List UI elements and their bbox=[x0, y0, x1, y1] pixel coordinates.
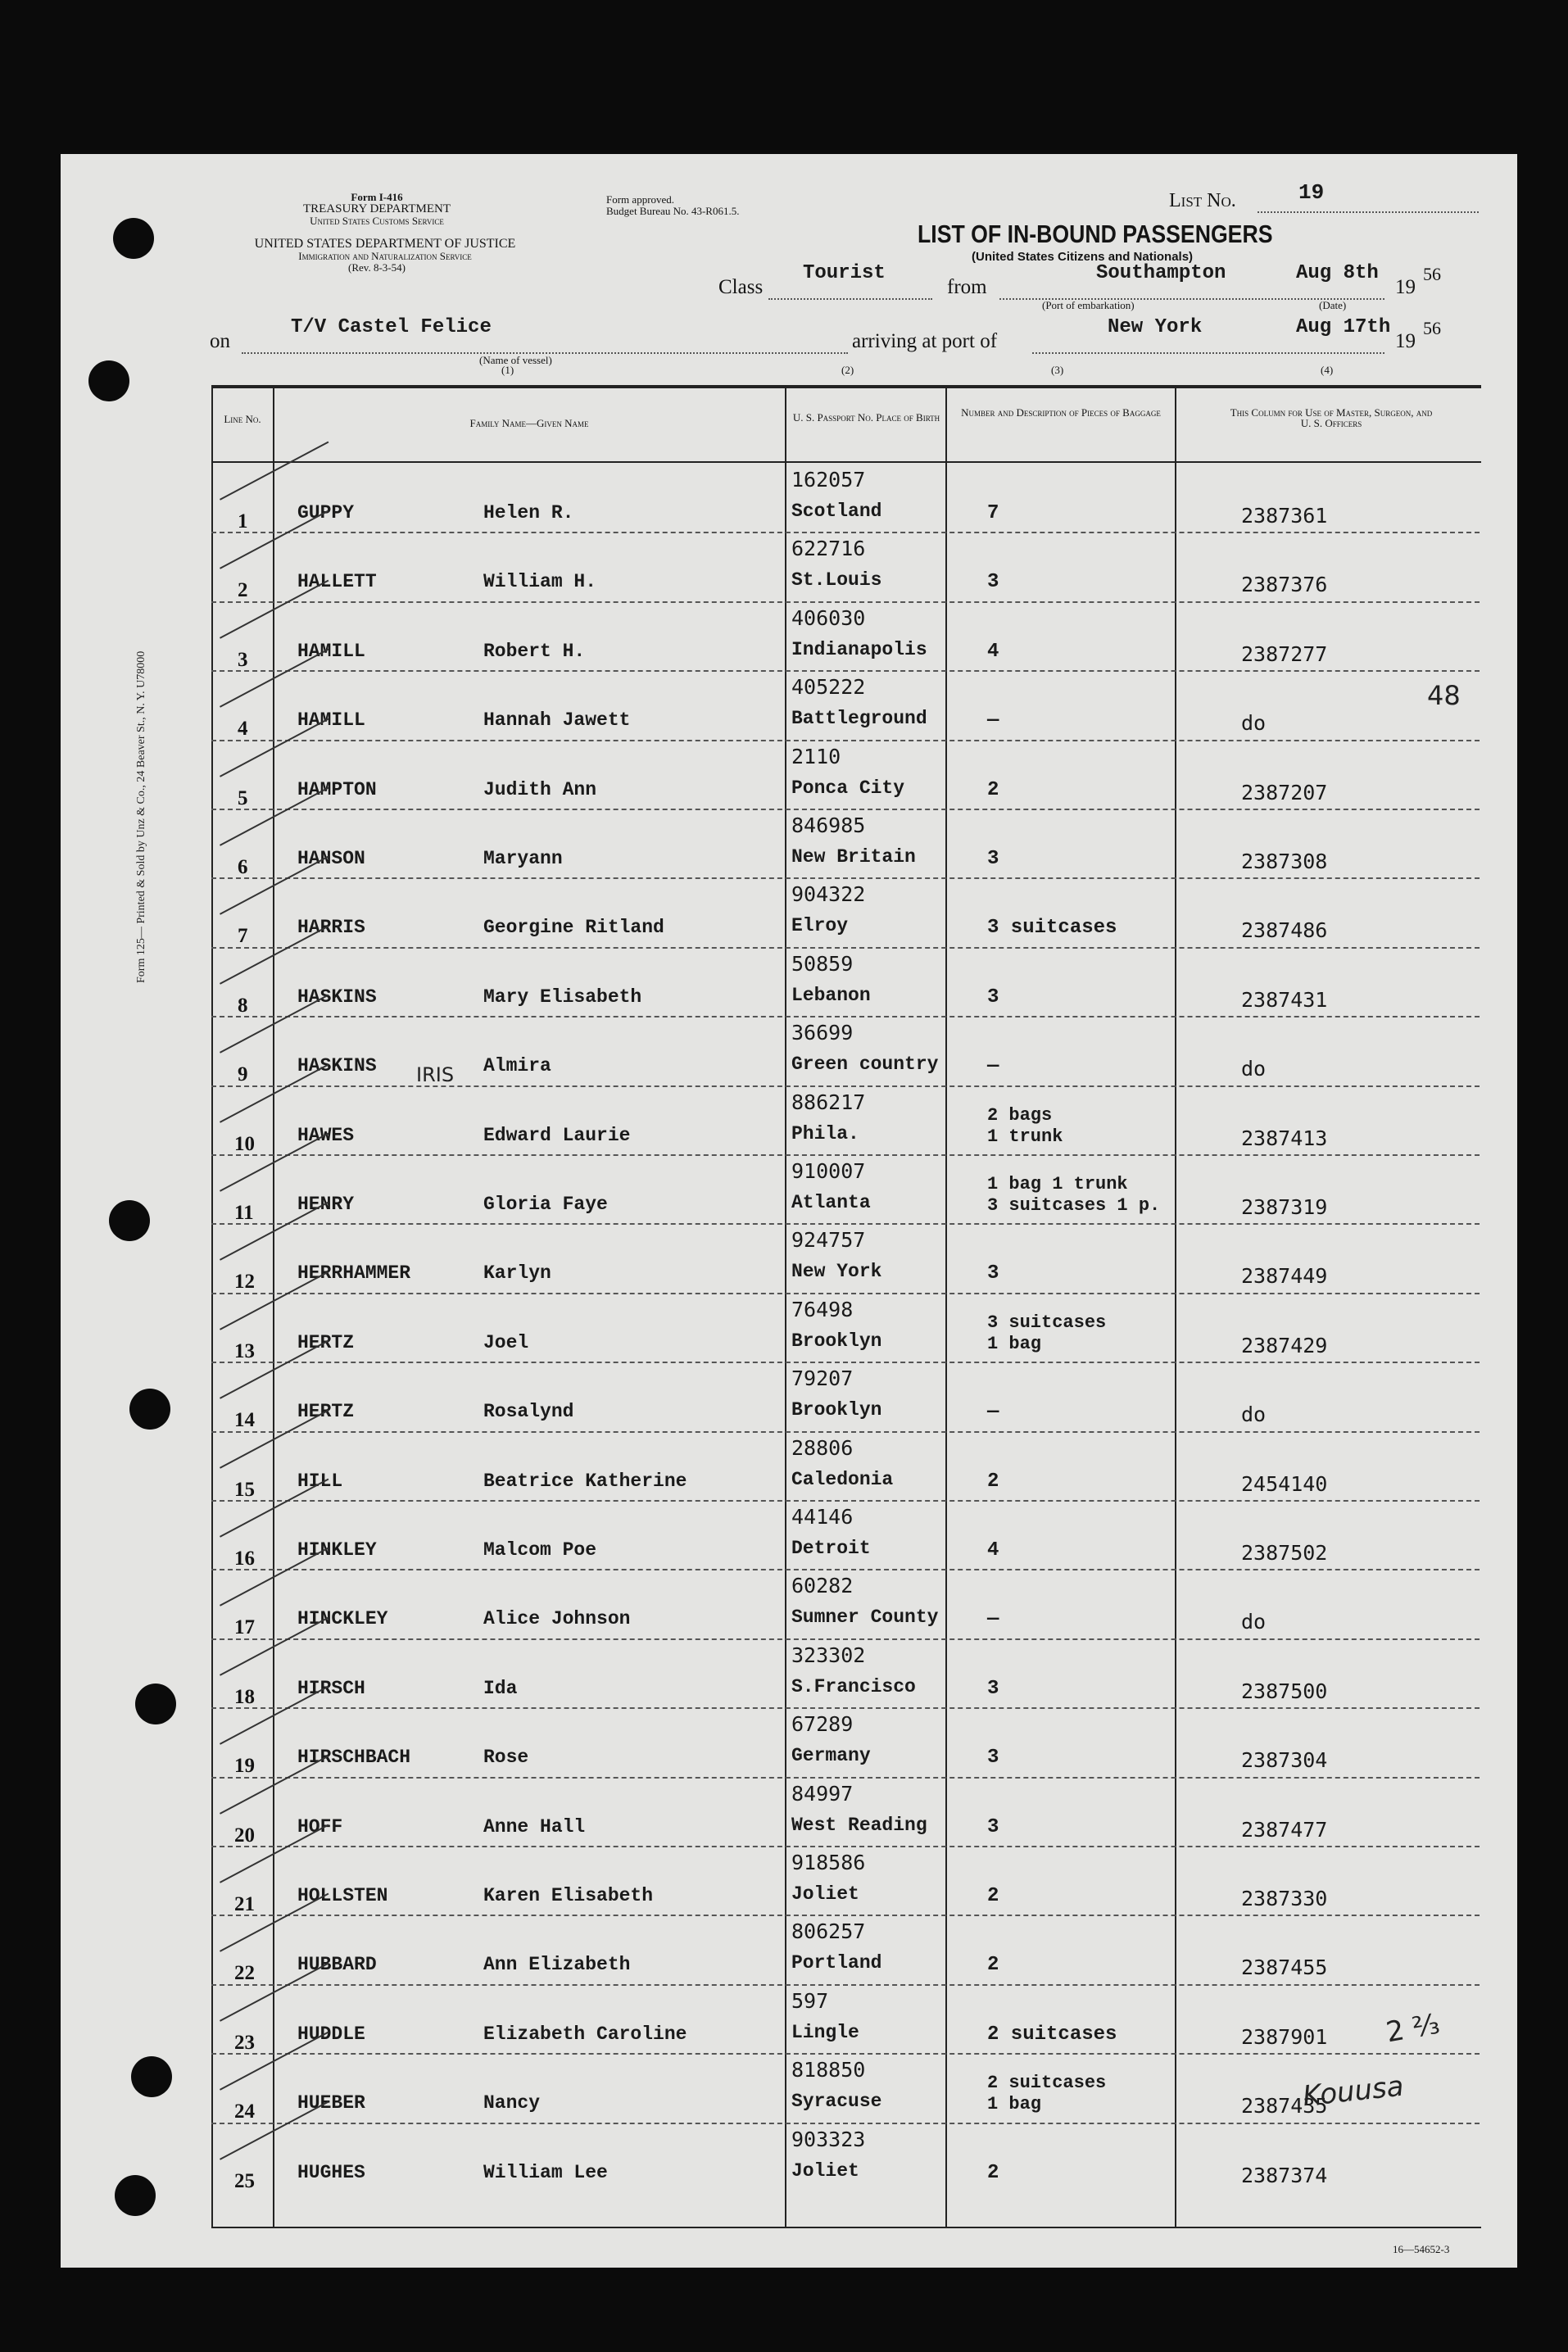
place-of-birth: Caledonia bbox=[791, 1468, 894, 1490]
row-divider bbox=[211, 532, 1480, 533]
family-name: HERRHAMMER bbox=[297, 1262, 411, 1285]
baggage: — bbox=[987, 1401, 999, 1424]
given-name: Hannah Jawett bbox=[483, 709, 631, 732]
given-name: Georgine Ritland bbox=[483, 917, 664, 939]
passport-number: 924757 bbox=[791, 1228, 866, 1253]
row-divider bbox=[211, 1016, 1480, 1017]
baggage: 1 bag 1 trunk bbox=[987, 1174, 1128, 1194]
family-name: HAMILL bbox=[297, 709, 365, 732]
officer-entry: 2387500 bbox=[1241, 1679, 1328, 1703]
form-number: Form I-416 bbox=[351, 191, 403, 203]
given-name: Judith Ann bbox=[483, 778, 597, 800]
punch-hole bbox=[113, 218, 154, 259]
officer-entry: 2387431 bbox=[1241, 987, 1328, 1012]
given-name: Elizabeth Caroline bbox=[483, 2023, 687, 2045]
baggage: 3 suitcases bbox=[987, 917, 1117, 940]
place-of-birth: Phila. bbox=[791, 1122, 859, 1144]
baggage: 2 bbox=[987, 1954, 999, 1977]
place-of-birth: Sumner County bbox=[791, 1607, 939, 1629]
officer-entry: 2387374 bbox=[1241, 2163, 1328, 2187]
from-label: from bbox=[947, 276, 987, 298]
place-of-birth: West Reading bbox=[791, 1814, 927, 1836]
passport-number: 406030 bbox=[791, 605, 866, 630]
baggage: 4 bbox=[987, 640, 999, 663]
form-approved: Form approved. bbox=[606, 193, 675, 206]
given-name: Edward Laurie bbox=[483, 1124, 631, 1146]
baggage: 3 bbox=[987, 1262, 999, 1285]
line-number: 20 bbox=[234, 1824, 255, 1847]
passport-number: 44146 bbox=[791, 1505, 854, 1529]
line-number: 15 bbox=[234, 1478, 255, 1501]
row-divider bbox=[211, 1638, 1480, 1640]
officer-entry: 2387429 bbox=[1241, 1333, 1328, 1357]
family-name: HUEBER bbox=[297, 2092, 365, 2114]
given-name: Helen R. bbox=[483, 502, 574, 523]
officer-entry: 2454140 bbox=[1241, 1471, 1328, 1496]
place-of-birth: Germany bbox=[791, 1745, 871, 1767]
line-number: 8 bbox=[238, 994, 248, 1017]
given-name: Almira bbox=[483, 1055, 551, 1077]
given-name: Anne Hall bbox=[483, 1815, 586, 1838]
place-of-birth: S.Francisco bbox=[791, 1675, 916, 1697]
caption-3: (3) bbox=[1051, 364, 1064, 376]
family-name: HIRSCHBACH bbox=[297, 1747, 411, 1769]
given-name: Rose bbox=[483, 1747, 529, 1769]
line-number: 19 bbox=[234, 1755, 255, 1778]
given-name: Ida bbox=[483, 1677, 518, 1699]
place-of-birth: New York bbox=[791, 1261, 882, 1283]
family-name: HINCKLEY bbox=[297, 1608, 388, 1630]
row-divider bbox=[211, 809, 1480, 810]
port-caption: (Port of embarkation) bbox=[1042, 299, 1135, 311]
row-divider bbox=[211, 1293, 1480, 1294]
baggage: 1 bag bbox=[987, 1333, 1042, 1354]
family-name: HOLLSTEN bbox=[297, 1885, 388, 1906]
passport-number: 323302 bbox=[791, 1643, 866, 1667]
given-name: Nancy bbox=[483, 2092, 541, 2114]
row-divider bbox=[211, 2053, 1480, 2055]
punch-hole bbox=[129, 1389, 170, 1430]
punch-hole bbox=[115, 2175, 156, 2216]
passport-number: 50859 bbox=[791, 951, 854, 976]
given-name: William Lee bbox=[483, 2161, 608, 2183]
baggage: 2 bbox=[987, 1470, 999, 1493]
family-name: HASKINS bbox=[297, 1055, 377, 1077]
treasury-dept: TREASURY DEPARTMENT bbox=[302, 202, 451, 215]
baggage: 1 bag bbox=[987, 2094, 1042, 2115]
given-name: Robert H. bbox=[483, 640, 586, 662]
immigration-service: Immigration and Naturalization Service bbox=[298, 250, 472, 262]
caption-1: (1) bbox=[501, 364, 514, 376]
passport-number: 2110 bbox=[791, 744, 841, 768]
baggage: 3 bbox=[987, 1677, 999, 1700]
row-divider bbox=[211, 1984, 1480, 1986]
line-number: 25 bbox=[234, 2169, 255, 2192]
handwritten-iris: IRIS bbox=[416, 1063, 455, 1086]
handwritten-initials: 2 ⅔ bbox=[1384, 2007, 1443, 2050]
line-number: 9 bbox=[238, 1063, 248, 1086]
officer-entry: 2387319 bbox=[1241, 1195, 1328, 1219]
punch-hole bbox=[88, 360, 129, 401]
line-number: 1 bbox=[238, 510, 248, 532]
officer-entry: 2387277 bbox=[1241, 641, 1328, 666]
place-of-birth: Elroy bbox=[791, 915, 849, 937]
baggage: 2 bbox=[987, 1885, 999, 1907]
given-name: Karen Elisabeth bbox=[483, 1885, 654, 1906]
row-divider bbox=[211, 1431, 1480, 1433]
place-of-birth: Green country bbox=[791, 1054, 939, 1076]
family-name: HALLETT bbox=[297, 571, 377, 593]
officer-entry: 2387477 bbox=[1241, 1817, 1328, 1842]
place-of-birth: Indianapolis bbox=[791, 638, 927, 660]
class-label: Class bbox=[718, 276, 764, 298]
officer-entry: 2387304 bbox=[1241, 1748, 1328, 1773]
line-number: 13 bbox=[234, 1339, 255, 1362]
passport-number: 818850 bbox=[791, 2058, 866, 2082]
passport-number: 806257 bbox=[791, 1919, 866, 1944]
family-name: HANSON bbox=[297, 848, 365, 869]
class-value: Tourist bbox=[803, 262, 886, 284]
baggage: 7 bbox=[987, 502, 999, 524]
row-divider bbox=[211, 947, 1480, 949]
customs-service: United States Customs Service bbox=[310, 215, 444, 227]
passport-number: 79207 bbox=[791, 1366, 854, 1391]
embark-year: 56 bbox=[1423, 264, 1441, 284]
given-name: Beatrice Katherine bbox=[483, 1470, 687, 1492]
margin-number: 48 bbox=[1427, 680, 1461, 711]
place-of-birth: Atlanta bbox=[791, 1192, 871, 1213]
passport-number: 910007 bbox=[791, 1159, 866, 1183]
col-line-no: Line No. bbox=[224, 413, 261, 425]
officer-entry: 2387330 bbox=[1241, 1887, 1328, 1910]
family-name: HINKLEY bbox=[297, 1539, 377, 1561]
embark-year-prefix: 19 bbox=[1395, 276, 1416, 298]
place-of-birth: St.Louis bbox=[791, 569, 882, 591]
family-name: HIRSCH bbox=[297, 1677, 365, 1699]
row-divider bbox=[211, 1915, 1480, 1916]
row-divider bbox=[211, 670, 1480, 672]
officer-entry: 2387901 bbox=[1241, 2024, 1328, 2049]
officer-entry: 2387435 bbox=[1241, 2094, 1328, 2119]
passport-number: 60282 bbox=[791, 1574, 854, 1598]
line-number: 21 bbox=[234, 1893, 255, 1915]
baggage: 3 suitcases bbox=[987, 1312, 1107, 1333]
passport-number: 162057 bbox=[791, 468, 866, 492]
baggage: 3 bbox=[987, 1747, 999, 1770]
family-name: HILL bbox=[297, 1470, 343, 1492]
baggage: 2 suitcases bbox=[987, 2023, 1117, 2046]
col-passport: U. S. Passport No. Place of Birth bbox=[792, 411, 940, 424]
place-of-birth: Joliet bbox=[791, 1883, 859, 1905]
footer-code: 16—54652-3 bbox=[1393, 2243, 1450, 2255]
line-number: 11 bbox=[234, 1202, 254, 1224]
baggage: 3 bbox=[987, 986, 999, 1008]
row-divider bbox=[211, 1223, 1480, 1225]
row-divider bbox=[211, 2123, 1480, 2124]
place-of-birth: Joliet bbox=[791, 2159, 859, 2182]
passport-number: 84997 bbox=[791, 1781, 854, 1806]
passport-number: 903323 bbox=[791, 2127, 866, 2151]
col-name: Family Name—Given Name bbox=[469, 417, 589, 429]
line-number: 5 bbox=[238, 786, 248, 809]
place-of-birth: Detroit bbox=[791, 1538, 871, 1559]
row-divider bbox=[211, 1500, 1480, 1502]
row-divider bbox=[211, 1569, 1480, 1570]
arrival-date: Aug 17th bbox=[1296, 316, 1391, 338]
embark-port: Southampton bbox=[1096, 262, 1226, 284]
place-of-birth: Battleground bbox=[791, 708, 927, 730]
row-divider bbox=[211, 1085, 1480, 1087]
baggage: 3 suitcases 1 p. bbox=[987, 1195, 1161, 1216]
given-name: William H. bbox=[483, 571, 597, 593]
baggage: — bbox=[987, 709, 999, 732]
handwritten-signature: Kouusa bbox=[1301, 2069, 1406, 2114]
page-subtitle: (United States Citizens and Nationals) bbox=[972, 250, 1194, 264]
row-divider bbox=[211, 1154, 1480, 1156]
baggage: 4 bbox=[987, 1539, 999, 1561]
place-of-birth: Portland bbox=[791, 1952, 882, 1974]
baggage: 1 trunk bbox=[987, 1126, 1063, 1147]
baggage: 2 bags bbox=[987, 1104, 1053, 1126]
family-name: HAMILL bbox=[297, 640, 365, 662]
place-of-birth: Scotland bbox=[791, 501, 882, 522]
passport-number: 904322 bbox=[791, 882, 866, 907]
line-number: 17 bbox=[234, 1616, 255, 1639]
family-name: HASKINS bbox=[297, 986, 377, 1008]
officer-entry: 2387455 bbox=[1241, 1955, 1328, 1980]
passport-number: 846985 bbox=[791, 813, 866, 837]
caption-4: (4) bbox=[1321, 364, 1334, 376]
officer-entry: 2387413 bbox=[1241, 1126, 1328, 1150]
place-of-birth: New Britain bbox=[791, 846, 916, 868]
given-name: Malcom Poe bbox=[483, 1539, 597, 1561]
officer-entry: do bbox=[1241, 1610, 1267, 1634]
date-caption: (Date) bbox=[1319, 299, 1347, 311]
list-no-label: List No. bbox=[1169, 190, 1236, 211]
arriving-label: arriving at port of bbox=[852, 330, 998, 352]
punch-hole bbox=[135, 1684, 176, 1724]
line-number: 24 bbox=[234, 2100, 255, 2123]
line-number: 16 bbox=[234, 1548, 255, 1570]
baggage: 2 bbox=[987, 2161, 999, 2184]
embark-date: Aug 8th bbox=[1296, 262, 1379, 284]
passport-number: 918586 bbox=[791, 1851, 866, 1874]
line-number: 4 bbox=[238, 718, 248, 741]
punch-hole bbox=[109, 1200, 150, 1241]
family-name: HUGHES bbox=[297, 2161, 365, 2183]
justice-dept: UNITED STATES DEPARTMENT OF JUSTICE bbox=[254, 237, 516, 251]
given-name: Alice Johnson bbox=[483, 1608, 631, 1630]
family-name: HUBBARD bbox=[297, 1954, 377, 1976]
baggage: 3 bbox=[987, 571, 999, 594]
family-name: HAMPTON bbox=[297, 778, 377, 800]
caption-2: (2) bbox=[841, 364, 854, 376]
place-of-birth: Ponca City bbox=[791, 777, 905, 799]
officer-entry: 2387361 bbox=[1241, 504, 1328, 528]
line-number: 23 bbox=[234, 2031, 255, 2054]
officer-entry: 2387502 bbox=[1241, 1541, 1328, 1565]
given-name: Mary Elisabeth bbox=[483, 986, 642, 1008]
family-name: HENRY bbox=[297, 1194, 355, 1215]
family-name: HAWES bbox=[297, 1124, 355, 1146]
line-number: 14 bbox=[234, 1409, 255, 1432]
family-name: HUDDLE bbox=[297, 2023, 365, 2045]
given-name: Gloria Faye bbox=[483, 1194, 608, 1215]
given-name: Karlyn bbox=[483, 1262, 551, 1285]
family-name: HOFF bbox=[297, 1815, 343, 1838]
arrival-port: New York bbox=[1108, 316, 1203, 338]
arrival-year-prefix: 19 bbox=[1395, 330, 1416, 352]
officer-entry: 2387308 bbox=[1241, 850, 1328, 873]
officer-entry: do bbox=[1241, 711, 1267, 736]
row-divider bbox=[211, 601, 1480, 603]
passport-number: 28806 bbox=[791, 1435, 854, 1460]
line-number: 12 bbox=[234, 1271, 255, 1294]
officer-entry: do bbox=[1241, 1057, 1267, 1081]
baggage: 2 bbox=[987, 778, 999, 801]
place-of-birth: Syracuse bbox=[791, 2091, 882, 2113]
passport-number: 597 bbox=[791, 1988, 829, 2013]
officer-entry: 2387449 bbox=[1241, 1264, 1328, 1289]
officer-entry: 2387486 bbox=[1241, 918, 1328, 943]
line-number: 2 bbox=[238, 579, 248, 602]
line-number: 22 bbox=[234, 1962, 255, 1985]
given-name: Ann Elizabeth bbox=[483, 1954, 631, 1976]
family-name: HARRIS bbox=[297, 917, 365, 939]
place-of-birth: Lingle bbox=[791, 2021, 859, 2043]
row-divider bbox=[211, 1362, 1480, 1363]
punch-hole bbox=[131, 2056, 172, 2097]
list-no-value: 19 bbox=[1298, 180, 1325, 205]
officer-entry: 2387207 bbox=[1241, 780, 1328, 804]
form-revision: (Rev. 8-3-54) bbox=[348, 261, 406, 274]
page-title: LIST OF IN-BOUND PASSENGERS bbox=[918, 220, 1273, 248]
officer-entry: 2387376 bbox=[1241, 573, 1328, 597]
line-number: 3 bbox=[238, 648, 248, 671]
line-number: 18 bbox=[234, 1685, 255, 1708]
family-name: GUPPY bbox=[297, 502, 355, 523]
vessel-name: T/V Castel Felice bbox=[291, 316, 492, 338]
family-name: HERTZ bbox=[297, 1401, 355, 1423]
place-of-birth: Brooklyn bbox=[791, 1330, 882, 1352]
row-divider bbox=[211, 1777, 1480, 1779]
row-divider bbox=[211, 1707, 1480, 1709]
col-officers: This Column for Use of Master, Surgeon, and U. S. Officers bbox=[1230, 406, 1433, 429]
printer-imprint: Form 125— Printed & Sold by Unz & Co., 24 Beaver St., N. Y. U78000 bbox=[135, 650, 147, 983]
row-divider bbox=[211, 740, 1480, 741]
col-baggage: Number and Description of Pieces of Baggage bbox=[961, 406, 1161, 419]
budget-bureau: Budget Bureau No. 43-R061.5. bbox=[606, 205, 740, 217]
on-label: on bbox=[210, 330, 230, 352]
family-name: HERTZ bbox=[297, 1331, 355, 1353]
baggage: 2 suitcases bbox=[987, 2073, 1107, 2094]
passport-number: 67289 bbox=[791, 1712, 854, 1737]
baggage: 3 bbox=[987, 1815, 999, 1838]
baggage: — bbox=[987, 1055, 999, 1078]
passport-number: 76498 bbox=[791, 1297, 854, 1321]
place-of-birth: Lebanon bbox=[791, 984, 871, 1006]
given-name: Joel bbox=[483, 1331, 529, 1353]
row-divider bbox=[211, 877, 1480, 879]
passport-number: 405222 bbox=[791, 675, 866, 700]
given-name: Rosalynd bbox=[483, 1401, 574, 1423]
row-divider bbox=[211, 1846, 1480, 1847]
passport-number: 886217 bbox=[791, 1090, 866, 1114]
line-number: 6 bbox=[238, 856, 248, 878]
arrival-year: 56 bbox=[1423, 318, 1441, 338]
vessel-caption: (Name of vessel) bbox=[479, 354, 552, 366]
baggage: 3 bbox=[987, 848, 999, 870]
place-of-birth: Brooklyn bbox=[791, 1399, 882, 1421]
officer-entry: do bbox=[1241, 1403, 1267, 1427]
passport-number: 36699 bbox=[791, 1021, 854, 1045]
baggage: — bbox=[987, 1608, 999, 1631]
passport-number: 622716 bbox=[791, 537, 866, 561]
line-number: 10 bbox=[234, 1132, 255, 1155]
line-number: 7 bbox=[238, 925, 248, 948]
given-name: Maryann bbox=[483, 848, 563, 869]
